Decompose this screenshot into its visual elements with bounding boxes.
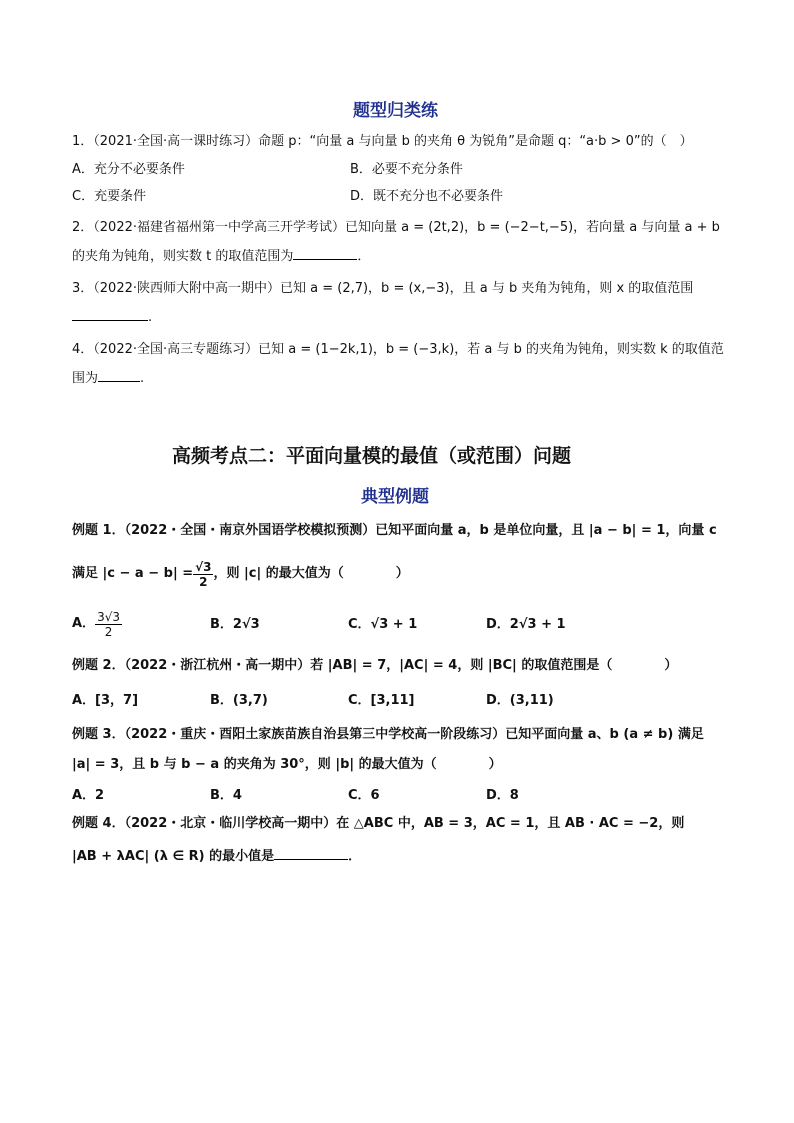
question-4-stem-line1: 4．（2022·全国·高三专题练习）已知 a = (1−2k,1)，b = (−3,k)，若 a 与 b 的夹角为钝角，则实数 k 的取值范	[72, 342, 724, 357]
fraction-numerator: 3√3	[97, 609, 120, 624]
fraction-denominator: 2	[104, 624, 113, 639]
fraction-denominator: 2	[199, 574, 208, 589]
question-3-stem-line1: 3．（2022·陕西师大附中高一期中）已知 a = (2,7)，b = (x,−3)，且 a 与 b 夹角为钝角，则 x 的取值范围	[72, 281, 694, 296]
option-label: A．	[72, 616, 96, 631]
question-1-option-c: C．充要条件	[72, 189, 147, 204]
question-2-stem-text: 的夹角为钝角，则实数 t 的取值范围为	[72, 249, 294, 264]
question-2-stem-line2	[72, 248, 370, 266]
example-3-stem-line2: |a| = 3，且 b 与 b − a 的夹角为 30°，则 |b| 的最大值为（ ）	[72, 757, 502, 772]
example-3-option-b: B．4	[210, 788, 242, 803]
example-4-stem-line2	[72, 848, 361, 866]
example-1-option-b: B．2√3	[210, 617, 260, 632]
example-4-end-punct: ．	[348, 849, 362, 864]
example-3-option-d: D．8	[486, 788, 519, 803]
fraction-numerator: √3	[195, 559, 212, 574]
question-4-stem-text: 围为	[72, 371, 99, 386]
example-4-stem-line1: 例题 4．（2022・北京・临川学校高一期中）在 △ABC 中，AB = 3，AC = 1，且 AB · AC = −2，则	[72, 816, 685, 831]
question-4-stem-line2	[72, 370, 144, 388]
example-1-option-d: D．2√3 + 1	[486, 617, 566, 632]
example-1-stem-line1: 例题 1．（2022・全国・南京外国语学校模拟预测）已知平面向量 a，b 是单位向量，且 |a − b| = 1，向量 c	[72, 523, 717, 538]
question-2-end-punct: ．	[357, 249, 371, 264]
example-4-stem-text: |AB + λAC| (λ ∈ R) 的最小值是	[72, 849, 275, 864]
question-3-stem-line2	[72, 309, 152, 327]
fraction-sqrt3-over-2	[193, 560, 213, 589]
fraction-3sqrt3-over-2	[95, 610, 122, 639]
section-subtitle-examples: 典型例题	[361, 487, 429, 507]
answer-blank[interactable]	[293, 259, 357, 260]
question-1-option-d: D．既不充分也不必要条件	[350, 189, 504, 204]
example-2-option-b: B．(3,7)	[210, 693, 268, 708]
example-3-option-a: A．2	[72, 788, 105, 803]
example-2-option-c: C．[3,11]	[348, 693, 415, 708]
example-1-stem-pre: 满足 |c − a − b| =	[72, 566, 194, 581]
example-1-stem-line2	[72, 557, 409, 591]
question-1-option-b: B．必要不充分条件	[350, 162, 463, 177]
question-3-end-punct: .	[148, 310, 153, 325]
section-title-practice: 题型归类练	[353, 101, 438, 121]
answer-blank[interactable]	[274, 859, 348, 860]
example-3-stem-line1: 例题 3．（2022・重庆・酉阳土家族苗族自治县第三中学校高一阶段练习）已知平面向量 a、b (a ≠ b) 满足	[72, 727, 704, 742]
question-2-stem-line1: 2．（2022·福建省福州第一中学高三开学考试）已知向量 a = (2t,2)，b = (−2−t,−5)，若向量 a 与向量 a + b	[72, 220, 720, 235]
question-1-stem: 1．（2021·全国·高一课时练习）命题 p：“向量 a 与向量 b 的夹角 θ 为锐角”是命题 q：“a·b > 0”的（ ）	[72, 134, 693, 149]
answer-blank[interactable]	[98, 381, 140, 382]
example-2-stem: 例题 2．（2022・浙江杭州・高一期中）若 |AB| = 7，|AC| = 4，则 |BC| 的取值范围是（ ）	[72, 658, 678, 673]
example-2-option-a: A．[3，7]	[72, 693, 139, 708]
example-1-stem-post: ，则 |c| 的最大值为（ ）	[213, 566, 409, 581]
section-title-extremes: 高频考点二：平面向量模的最值（或范围）问题	[172, 445, 572, 467]
example-1-option-c: C．√3 + 1	[348, 617, 418, 632]
question-1-option-a: A．充分不必要条件	[72, 162, 185, 177]
question-4-end-punct: .	[140, 371, 145, 386]
example-2-option-d: D．(3,11)	[486, 693, 554, 708]
example-1-option-a	[72, 607, 122, 641]
example-3-option-c: C．6	[348, 788, 380, 803]
answer-blank[interactable]	[72, 320, 148, 321]
